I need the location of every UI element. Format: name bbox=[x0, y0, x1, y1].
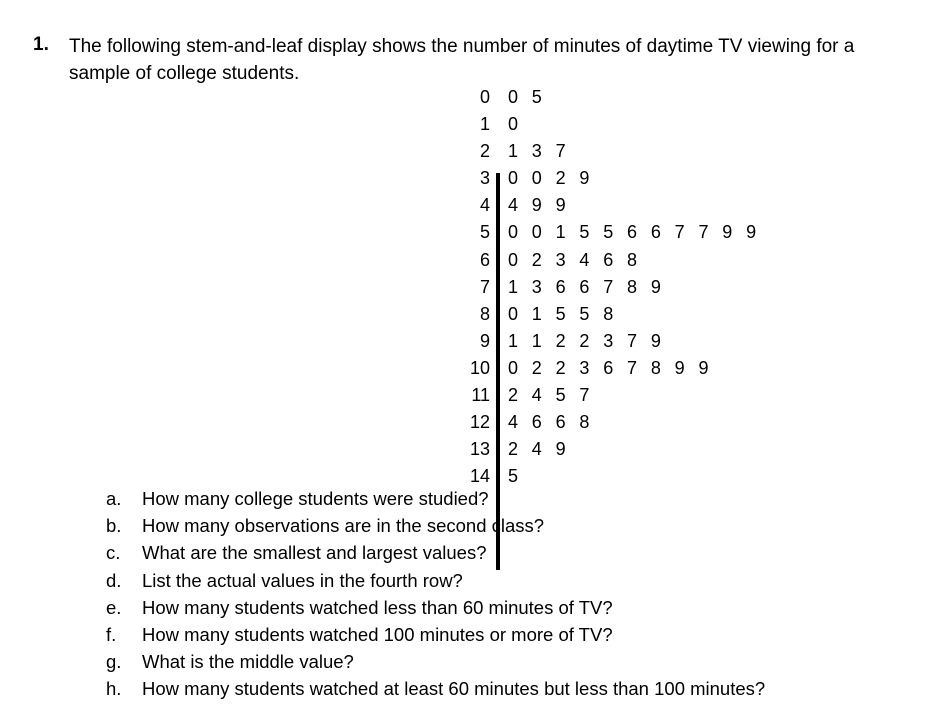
stem-value: 3 bbox=[479, 168, 490, 189]
stem-value: 12 bbox=[469, 412, 490, 433]
stem-value: 11 bbox=[471, 385, 490, 406]
question-item bbox=[0, 675, 935, 702]
leaf-values: 0 2 3 4 6 8 bbox=[508, 249, 642, 270]
question-letter: a. bbox=[106, 488, 122, 509]
stem-leaf-row bbox=[452, 301, 712, 328]
question-item bbox=[0, 539, 935, 566]
question-item bbox=[0, 485, 935, 512]
stem-leaf-row bbox=[452, 138, 712, 165]
stem-value: 7 bbox=[479, 276, 490, 297]
leaf-values: 0 2 2 3 6 7 8 9 9 bbox=[508, 357, 713, 378]
question-item bbox=[0, 567, 935, 594]
question-text: What are the smallest and largest values? bbox=[142, 542, 487, 564]
leaf-values: 0 bbox=[508, 114, 523, 135]
stem-leaf-row bbox=[452, 192, 712, 219]
leaf-values: 0 1 5 5 8 bbox=[508, 303, 618, 324]
stem-value: 0 bbox=[479, 87, 490, 107]
leaf-values: 2 4 5 7 bbox=[508, 385, 594, 406]
question-letter: c. bbox=[106, 542, 121, 564]
leaf-values: 4 6 6 8 bbox=[508, 412, 594, 433]
stem-value: 14 bbox=[469, 466, 490, 487]
stem-leaf-row bbox=[452, 328, 712, 355]
question-item bbox=[0, 648, 935, 675]
leaf-values: 1 3 6 6 7 8 9 bbox=[508, 276, 666, 297]
leaf-values: 0 0 2 9 bbox=[508, 168, 594, 189]
stem-value: 1 bbox=[479, 114, 490, 135]
question-text: How many observations are in the second class? bbox=[142, 515, 545, 537]
stem-leaf-rows bbox=[452, 84, 761, 490]
stem-value: 5 bbox=[479, 222, 490, 243]
question-text: How many college students were studied? bbox=[142, 488, 489, 509]
stem-leaf-row bbox=[452, 274, 712, 301]
stem-leaf-row bbox=[452, 382, 712, 409]
question-text: What is the middle value? bbox=[142, 651, 354, 673]
stem-leaf-row bbox=[452, 247, 712, 274]
question-text: How many students watched at least 60 minutes but less than 100 minutes? bbox=[142, 678, 766, 700]
leaf-values: 1 3 7 bbox=[508, 141, 571, 162]
leaf-values: 5 bbox=[508, 466, 523, 487]
question-text: How many students watched less than 60 minutes of TV? bbox=[142, 596, 613, 618]
question-letter: e. bbox=[106, 596, 122, 618]
stem-value: 6 bbox=[479, 249, 490, 270]
question-letter: f. bbox=[106, 623, 117, 645]
question-text: How many students watched 100 minutes or more of TV? bbox=[142, 623, 613, 645]
stem-leaf-row bbox=[452, 111, 712, 138]
leaf-values: 0 0 1 5 5 6 6 7 7 9 9 bbox=[508, 222, 761, 243]
stem-leaf-row bbox=[452, 409, 712, 436]
question-list bbox=[0, 485, 935, 703]
stem-leaf-row bbox=[452, 165, 712, 192]
question-text: List the actual values in the fourth row? bbox=[142, 569, 463, 591]
problem-number: 1. bbox=[33, 34, 49, 55]
stem-value: 8 bbox=[479, 303, 490, 324]
question-item bbox=[0, 621, 935, 648]
question-item bbox=[0, 594, 935, 621]
stem-value: 10 bbox=[469, 357, 490, 378]
question-letter: d. bbox=[106, 569, 122, 591]
stem-leaf-row bbox=[452, 219, 761, 246]
leaf-values: 4 9 9 bbox=[508, 195, 571, 216]
leaf-values: 0 5 bbox=[508, 87, 547, 107]
stem-value: 9 bbox=[479, 330, 490, 351]
question-letter: g. bbox=[106, 651, 122, 673]
stem-value: 2 bbox=[479, 141, 490, 162]
stem-leaf-row bbox=[452, 84, 712, 111]
stem-value: 13 bbox=[469, 439, 490, 460]
question-item bbox=[0, 512, 935, 539]
leaf-values: 1 1 2 2 3 7 9 bbox=[508, 330, 666, 351]
stem-leaf-row bbox=[452, 436, 712, 463]
stem-and-leaf-display bbox=[452, 84, 761, 490]
question-letter: b. bbox=[106, 515, 122, 537]
leaf-values: 2 4 9 bbox=[508, 439, 571, 460]
stem-leaf-row bbox=[452, 355, 712, 382]
question-letter: h. bbox=[106, 678, 122, 700]
problem-statement: The following stem-and-leaf display shows the number of minutes of daytime TV viewing for a sample of college students. bbox=[69, 36, 855, 84]
stem-value: 4 bbox=[479, 195, 490, 216]
